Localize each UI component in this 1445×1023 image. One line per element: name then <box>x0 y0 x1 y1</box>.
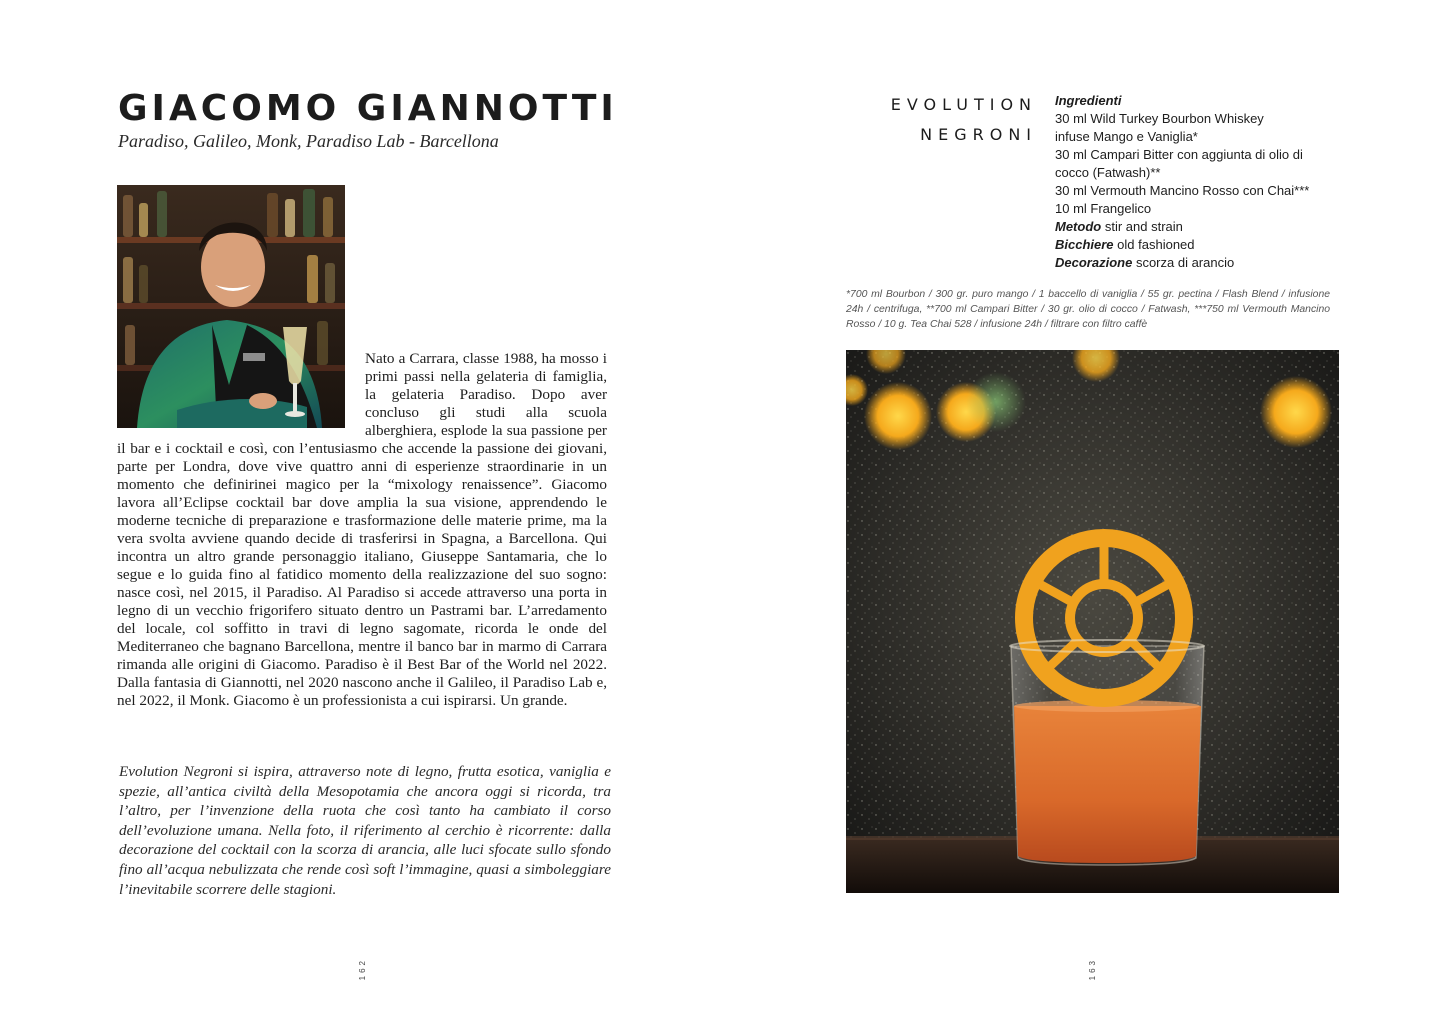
recipe-block <box>1055 92 1355 272</box>
ingredient-item: infuse Mango e Vaniglia* <box>1055 129 1198 144</box>
ingredient-item: 30 ml Vermouth Mancino Rosso con Chai*** <box>1055 183 1310 198</box>
glass-value: old fashioned <box>1117 237 1195 252</box>
cocktail-title-line2: NEGRONI <box>920 125 1037 144</box>
preparation-notes: *700 ml Bourbon / 300 gr. puro mango / 1 baccello di vaniglia / 55 gr. pectina / Flash Blend / infusione 24h / centrifuga, **700 ml Campari Bitter / 30 gr. olio di cocco / Fatwash, ***750 ml Vermouth Mancino Rosso / 10 g. Tea Chai 528 / infusione 24h / filtrare con filtro caffè <box>846 289 1330 330</box>
biography-paragraph: Nato a Carrara, classe 1988, ha mosso i primi passi nella gelateria di famiglia, la gelateria Paradiso. Dopo aver concluso gli studi alla scuola alberghiera, esplode la sua passione per il bar e i cocktail e così, con l’entusiasmo che accende la passione dei giovani, parte per Londra, dove vive quattro anni di esperienze straordinarie in un momento che definirinei magico per la “mixology renaissence”. Giacomo lavora all’Eclipse cocktail bar dove amplia la sua visione, apprendendo le moderne tecniche di preparazione e trasformazione delle materie prime, ma la vera svolta avviene quando decide di trasferirsi in Spagna, a Barcellona. Qui incontra un altro grande personaggio italiano, Giuseppe Santamaria, che lo segue e lo guida fino al fatidico momento della realizzazione del suo sogno: nasce così, nel 2015, il Paradiso. Al Paradiso si accede attraverso una porta in legno di un vecchio frigorifero situato dentro un Pastrami bar. L’arredamento del locale, col soffitto in travi di legno sagomate, ricorda le onde del Mediterraneo che bagnano Barcellona, mentre il banco bar in marmo di Carrara rimanda alle origini di Giacomo. Paradiso è il Best Bar of the World nel 2022. Dalla fantasia di Giannotti, nel 2020 nascono anche il Galileo, il Paradiso Lab e, nel 2022, il Monk. Giacomo è un professionista a cui ispirarsi. Un grande. <box>117 350 607 709</box>
ingredient-item: 30 ml Wild Turkey Bourbon Whiskey <box>1055 111 1264 126</box>
ingredient-item: 10 ml Frangelico <box>1055 201 1152 216</box>
biography-text <box>117 350 607 710</box>
cocktail-title-line1: EVOLUTION <box>890 95 1037 114</box>
method-value: stir and strain <box>1104 219 1183 234</box>
glass-row <box>1055 236 1355 254</box>
method-label: Metodo <box>1055 219 1102 234</box>
negroni-cocktail-icon <box>846 350 1339 893</box>
page-number-left: 162 <box>358 958 367 981</box>
cocktail-description <box>119 762 611 899</box>
method-row <box>1055 218 1355 236</box>
garnish-row <box>1055 254 1355 272</box>
cocktail-title <box>891 90 1037 150</box>
garnish-label: Decorazione <box>1055 255 1133 270</box>
page-number-right: 163 <box>1088 958 1097 981</box>
ingredient-item: 30 ml Campari Bitter con aggiunta di olio di cocco (Fatwash)** <box>1055 147 1303 180</box>
ingredients-label: Ingredienti <box>1055 93 1122 108</box>
portrait-wrap-spacer <box>117 350 365 440</box>
bartender-name: GIACOMO GIANNOTTI <box>118 88 618 129</box>
cocktail-photo <box>846 350 1339 893</box>
glass-label: Bicchiere <box>1055 237 1114 252</box>
garnish-value: scorza di arancio <box>1135 255 1235 270</box>
bar-venues: Paradiso, Galileo, Monk, Paradiso Lab - Barcellona <box>118 131 499 151</box>
cocktail-description-text: Evolution Negroni si ispira, attraverso note di legno, frutta esotica, vaniglia e spezie, all’antica civiltà della Mesopotamia che ancora oggi si ricorda, tra l’altro, per l’invenzione della ruota che così tanto ha cambiato il corso dell’evoluzione umana. Nella foto, il riferimento al cerchio è ricorrente: dalla decorazione del cocktail con la scorza di arancia, alle luci sfocate sullo sfondo fino all’acqua nebulizzata che rende così soft l’immagine, quasi a simboleggiare l’inevitabile scorrere delle stagioni. <box>119 763 611 898</box>
